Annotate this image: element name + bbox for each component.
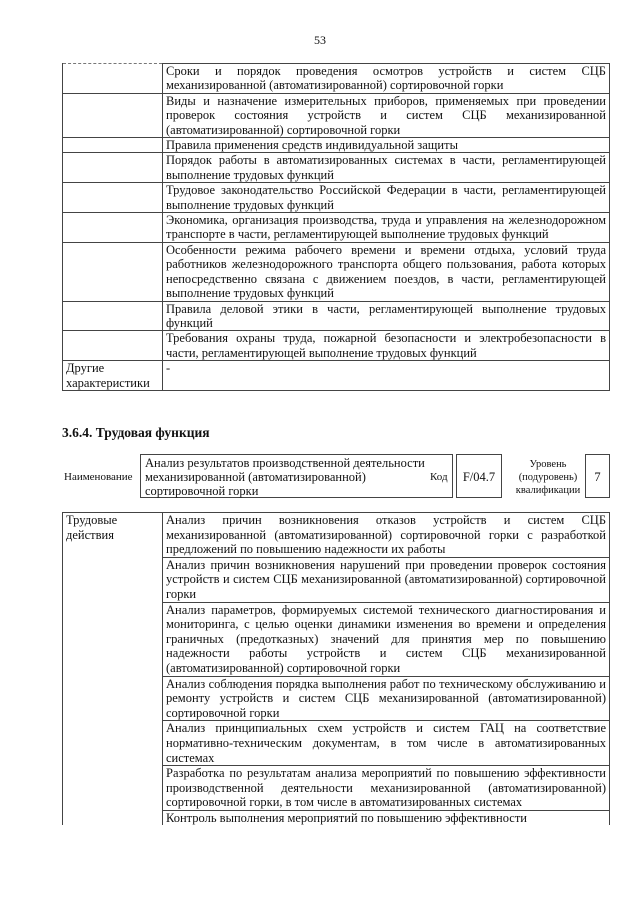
table-row: Анализ параметров, формируемых системой технического диагностирования и мониторинга, с целью оценки динамики изменения во времени и определения граничных (предотказных) значений для принятия мер по повышению надежности работы устройств и систем СЦБ механизированной (автоматизированной) сортировочной горки [163, 602, 610, 676]
table-row: Экономика, организация производства, труда и управления на железнодорожном транспорте в части, регламентирующей выполнение трудовых функций [163, 213, 610, 243]
actions-label: Трудовые действия [63, 513, 163, 558]
table-row: Правила деловой этики в части, регламентирующей выполнение трудовых функций [163, 301, 610, 331]
table-row: Анализ причин возникновения отказов устройств и систем СЦБ механизированной (автоматизированной) сортировочной горки с разработкой предложений по повышению надежности их работы [163, 513, 610, 558]
table-row: Сроки и порядок проведения осмотров устройств и систем СЦБ механизированной (автоматизированной) сортировочной горки [163, 64, 610, 94]
table-row: Порядок работы в автоматизированных системах в части, регламентирующей выполнение трудовых функций [163, 153, 610, 183]
table-row: Правила применения средств индивидуальной защиты [163, 138, 610, 153]
table-row: Анализ принципиальных схем устройств и систем ГАЦ на соответствие нормативно-техническим документам, в том числе в автоматизированных системах [163, 721, 610, 766]
code-label: Код [430, 471, 448, 483]
other-characteristics-label: Другие характеристики [63, 361, 163, 391]
table-row: Анализ соблюдения порядка выполнения работ по техническому обслуживанию и ремонту устройств и систем СЦБ механизированной (автоматизированной) сортировочной горки [163, 676, 610, 721]
table-row: Анализ причин возникновения нарушений при проведении проверок состояния устройств и систем СЦБ механизированной (автоматизированной) сортировочной горки [163, 557, 610, 602]
function-header [62, 454, 610, 500]
code-value: F/04.7 [456, 454, 502, 498]
table-row: Виды и назначение измерительных приборов, применяемых при проведении проверок состояния устройств и систем СЦБ механизированной (автоматизированной) сортировочной горки [163, 93, 610, 137]
actions-table [62, 512, 610, 825]
level-value: 7 [585, 454, 610, 498]
knowledge-table [62, 63, 610, 391]
name-label: Наименование [64, 471, 133, 483]
table-row: Особенности режима рабочего времени и времени отдыха, условий труда работников железнодорожного транспорта общего пользования, работа которых непосредственно связана с движением поездов, в части, регламентирующей выполнение трудовых функций [163, 242, 610, 301]
table-label-empty [63, 64, 163, 94]
name-value: Анализ результатов производственной деятельности механизированной (автоматизированной) сортировочной горки [140, 454, 453, 498]
table-row: Трудовое законодательство Российской Федерации в части, регламентирующей выполнение трудовых функций [163, 183, 610, 213]
other-characteristics-value: - [163, 361, 610, 391]
level-label: Уровень (подуровень) квалификации [515, 459, 581, 496]
table-row: Разработка по результатам анализа мероприятий по повышению эффективности производственной деятельности механизированной (автоматизированной) сортировочной горки, в том числе в автоматизированных системах [163, 766, 610, 811]
table-row: Требования охраны труда, пожарной безопасности и электробезопасности в части, регламентирующей выполнение трудовых функций [163, 331, 610, 361]
section-heading: 3.6.4. Трудовая функция [62, 425, 210, 440]
page-number: 53 [314, 33, 326, 47]
table-row: Контроль выполнения мероприятий по повышению эффективности [163, 810, 610, 825]
